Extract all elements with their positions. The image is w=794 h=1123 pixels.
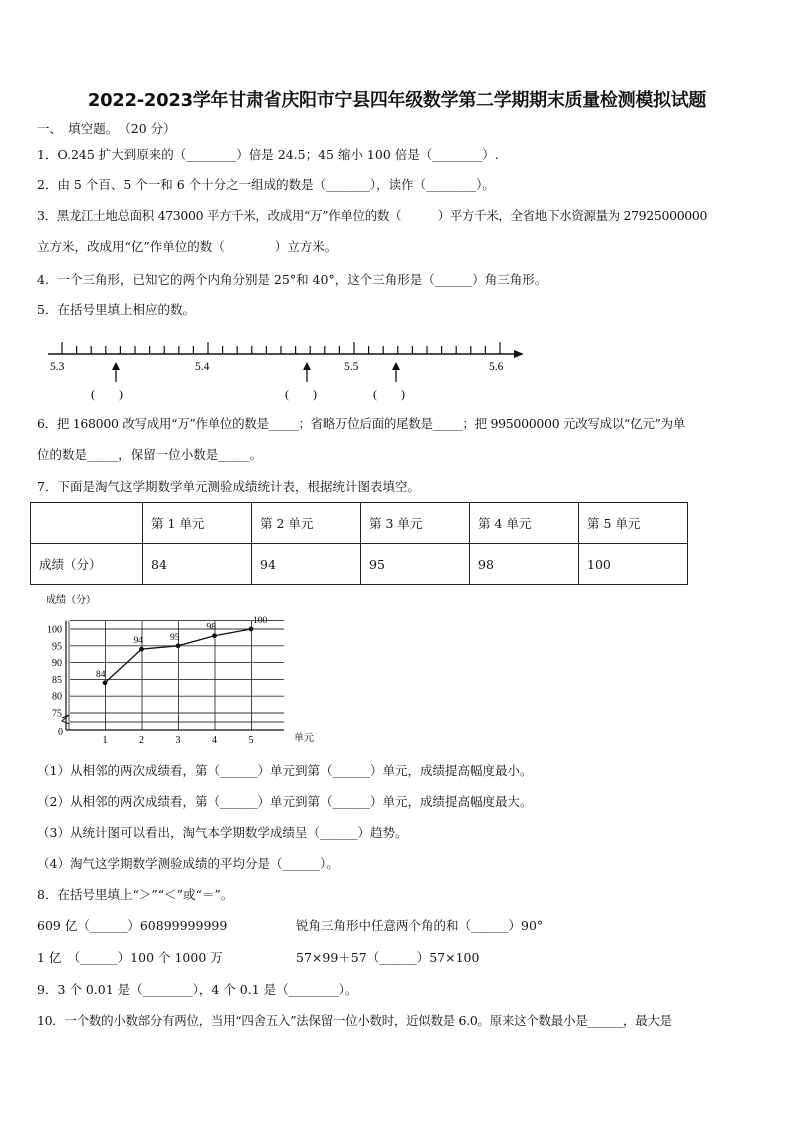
up-arrow-icon [303,362,311,382]
question-1: 1．O.245 扩大到原来的（________）倍是 24.5；45 缩小 100 倍是（________）. [37,147,499,162]
chart-y-tick-label: 100 [47,624,62,636]
chart-y-tick-label: 80 [52,691,62,703]
tick-label-5-4: 5.4 [195,361,210,373]
answer-blank-2[interactable]: ( ) [285,387,317,401]
table-header-row [31,503,688,544]
table-header-cell: 第 5 单元 [579,503,688,544]
tick-label-5-3: 5.3 [50,361,65,373]
chart-data-point [249,627,254,632]
answer-blank-1[interactable]: ( ) [91,387,123,401]
chart-data-point [212,633,217,638]
question-6-line-1: 6．把 168000 改写成用“万”作单位的数是_____；省略万位后面的尾数是_____；把 995000000 元改写成以“亿元”为单 [37,416,686,431]
compare-item-4: 57×99＋57（______）57×100 [296,950,480,965]
up-arrow-icon [112,362,120,382]
compare-item-1: 609 亿（______）60899999999 [37,918,228,933]
question-3-line-1: 3．黑龙江土地总面积 473000 平方千米，改成用“万”作单位的数（ ）平方千米，全省地下水资源量为 27925000000 [37,208,708,223]
question-4: 4．一个三角形，已知它的两个内角分别是 25°和 40°，这个三角形是（______）角三角形。 [37,272,548,287]
chart-data-point [103,680,108,685]
table-row [31,544,688,585]
table-header-cell: 第 4 单元 [470,503,579,544]
table-cell: 100 [579,544,688,585]
question-2: 2．由 5 个百、5 个一和 6 个十分之一组成的数是（_______），读作（________）。 [37,177,495,192]
chart-y-tick-label: 85 [52,674,62,686]
tick-label-5-5: 5.5 [344,361,359,373]
page-title: 2022-2023学年甘肃省庆阳市宁县四年级数学第二学期期末质量检测模拟试题 [87,90,707,111]
answer-blank-3[interactable]: ( ) [373,387,405,401]
table-row-label: 成绩（分） [31,544,143,585]
table-cell: 98 [470,544,579,585]
chart-y-axis-title: 成绩（分） [46,595,96,606]
chart-x-tick-label: 5 [248,735,254,746]
chart-data-label: 98 [206,622,216,633]
question-10: 10．一个数的小数部分有两位，当用“四舍五入”法保留一位小数时，近似数是 6.0。原来这个数最小是______，最大是 [37,1013,672,1028]
table-cell: 94 [252,544,361,585]
question-7-sub-2: （2）从相邻的两次成绩看，第（______）单元到第（______）单元，成绩提高幅度最大。 [37,794,533,809]
table-header-cell: 第 2 单元 [252,503,361,544]
tick-label-5-6: 5.6 [489,361,504,373]
compare-item-2: 锐角三角形中任意两个角的和（______）90° [296,918,544,933]
up-arrow-icon [392,362,400,382]
chart-y-tick-label: 75 [52,708,62,720]
chart-data-point [139,647,144,652]
number-line-arrowhead [514,350,524,358]
question-6-line-2: 位的数是_____，保留一位小数是_____。 [37,447,263,462]
chart-data-label: 94 [133,636,143,647]
question-7-sub-4: （4）淘气这学期数学测验成绩的平均分是（______）。 [37,856,339,871]
chart-origin-label: 0 [58,727,63,738]
table-cell: 84 [143,544,252,585]
section-heading: 一、 填空题。 （20 分） [37,121,176,136]
chart-x-tick-label: 2 [139,735,144,746]
number-line [40,330,540,410]
question-9: 9．3 个 0.01 是（________），4 个 0.1 是（________）。 [37,982,358,997]
question-3-line-2: 立方米，改成用“亿”作单位的数（ ）立方米。 [37,239,338,254]
chart-x-tick-label: 1 [102,735,108,746]
table-header-cell [31,503,143,544]
chart-x-axis-title: 单元 [294,733,314,744]
question-7-sub-1: （1）从相邻的两次成绩看，第（______）单元到第（______）单元，成绩提高幅度最小。 [37,763,533,778]
table-header-cell: 第 1 单元 [143,503,252,544]
chart-x-tick-label: 3 [175,735,181,746]
compare-item-3: 1 亿 （______）100 个 1000 万 [37,950,223,965]
table-header-cell: 第 3 单元 [361,503,470,544]
chart-data-label: 95 [170,632,180,643]
table-cell: 95 [361,544,470,585]
chart-y-tick-label: 90 [52,658,62,670]
score-line-chart [30,590,330,755]
question-7-sub-3: （3）从统计图可以看出，淘气本学期数学成绩呈（______）趋势。 [37,825,408,840]
chart-data-label: 84 [96,669,106,680]
chart-data-point [176,643,181,648]
score-table [30,502,688,585]
question-7: 7．下面是淘气这学期数学单元测验成绩统计表，根据统计图表填空。 [37,479,420,494]
chart-y-tick-label: 95 [52,641,62,653]
question-5: 5．在括号里填上相应的数。 [37,302,195,317]
chart-data-label: 100 [253,616,268,626]
chart-x-tick-label: 4 [212,735,217,746]
question-8: 8．在括号里填上“＞”“＜”或“＝”。 [37,887,234,902]
